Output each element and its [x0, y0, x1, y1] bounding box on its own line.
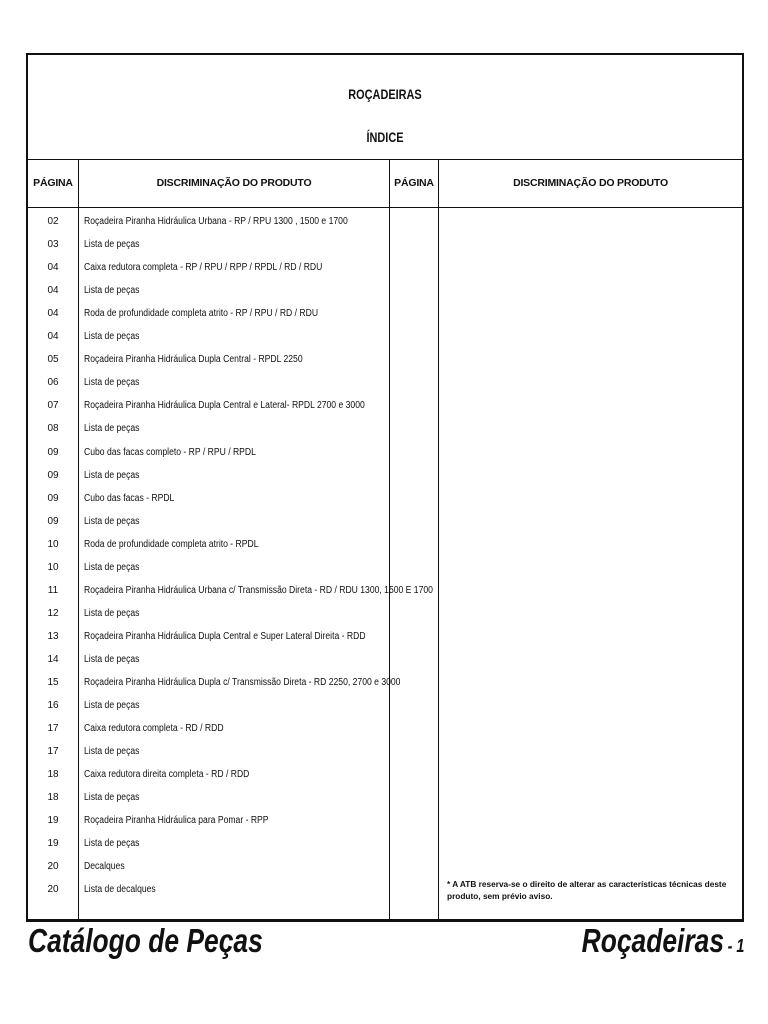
row-page-number: 04	[47, 308, 59, 320]
table-row	[28, 884, 388, 902]
row-description: Caixa redutora direita completa - RD / RDD	[84, 769, 250, 781]
table-row	[28, 470, 388, 488]
row-description: Roçadeira Piranha Hidráulica Dupla c/ Transmissão Direta - RD 2250, 2700 e 3000	[84, 677, 401, 688]
table-header	[28, 55, 742, 160]
index-table-frame	[26, 53, 744, 922]
table-row	[28, 493, 388, 511]
table-row	[28, 700, 388, 718]
footer-catalog-title: Catálogo de Peças	[28, 922, 263, 959]
row-page-number: 09	[47, 446, 59, 458]
table-row	[28, 354, 388, 372]
row-description: Cubo das facas - RPDL	[84, 492, 175, 504]
row-page-number: 12	[47, 607, 59, 619]
row-page-number: 17	[47, 723, 59, 735]
row-description: Roda de profundidade completa atrito - RPDL	[84, 538, 259, 550]
row-description: Lista de peças	[84, 469, 140, 481]
row-page-number: 13	[47, 630, 59, 642]
footer-section-title: Roçadeiras	[581, 922, 724, 959]
column-divider	[438, 159, 439, 919]
row-page-number: 06	[47, 377, 59, 389]
disclaimer-note: * A ATB reserva-se o direito de alterar as características técnicas deste produto, sem prévio aviso.	[447, 879, 727, 901]
row-page-number: 02	[47, 216, 59, 227]
row-description: Lista de peças	[84, 423, 140, 435]
row-description: Lista de peças	[84, 746, 140, 758]
table-row	[28, 584, 433, 603]
row-page-number: 20	[47, 861, 59, 873]
table-row	[28, 539, 388, 557]
footer-page-number: - 1	[727, 936, 744, 956]
table-row	[28, 377, 388, 395]
row-description: Lista de peças	[84, 377, 140, 389]
row-description: Roçadeira Piranha Hidráulica Dupla Central e Super Lateral Direita - RDD	[84, 630, 366, 642]
page-title: ROÇADEIRAS	[348, 86, 422, 102]
row-page-number: 18	[47, 769, 59, 781]
row-page-number: 10	[47, 538, 59, 550]
table-row	[28, 631, 388, 649]
table-row	[28, 769, 388, 787]
table-row	[28, 239, 388, 257]
table-row	[28, 262, 388, 280]
row-page-number: 09	[47, 515, 59, 527]
row-page-number: 04	[47, 331, 59, 343]
page-subtitle: ÍNDICE	[366, 129, 404, 145]
row-page-number: 19	[47, 815, 59, 827]
table-row	[28, 400, 388, 418]
row-description: Roçadeira Piranha Hidráulica Urbana c/ Transmissão Direta - RD / RDU 1300, 1500 E 1700	[84, 584, 433, 596]
row-description: Lista de peças	[84, 561, 140, 573]
table-row	[28, 331, 388, 349]
table-row	[28, 815, 388, 833]
row-page-number: 09	[47, 492, 59, 504]
table-row	[28, 723, 388, 741]
row-page-number: 07	[47, 400, 59, 412]
row-page-number: 03	[47, 239, 59, 251]
row-page-number: 18	[47, 792, 59, 804]
row-page-number: 15	[47, 677, 59, 688]
row-description: Roçadeira Piranha Hidráulica Dupla Central e Lateral- RPDL 2700 e 3000	[84, 400, 365, 412]
row-description: Lista de peças	[84, 653, 140, 665]
row-description: Caixa redutora completa - RP / RPU / RPP / RPDL / RD / RDU	[84, 262, 323, 274]
row-description: Lista de decalques	[84, 884, 156, 896]
row-description: Lista de peças	[84, 239, 140, 251]
row-page-number: 04	[47, 262, 59, 274]
row-description: Lista de peças	[84, 792, 140, 804]
table-row	[28, 516, 388, 534]
column-header-desc-right: DISCRIMINAÇÃO DO PRODUTO	[439, 159, 742, 208]
row-description: Lista de peças	[84, 607, 140, 619]
footer-section	[581, 922, 744, 960]
row-description: Lista de peças	[84, 331, 140, 343]
row-page-number: 17	[47, 746, 59, 758]
row-page-number: 09	[47, 469, 59, 481]
row-description: Roçadeira Piranha Hidráulica para Pomar - RPP	[84, 815, 269, 827]
row-page-number: 16	[47, 700, 59, 712]
table-row	[28, 308, 388, 326]
table-row	[28, 654, 388, 672]
column-header-page-left: PÁGINA	[28, 159, 78, 208]
table-row	[28, 216, 388, 234]
row-page-number: 11	[47, 584, 59, 596]
row-description: Lista de peças	[84, 838, 140, 850]
row-description: Decalques	[84, 861, 125, 873]
table-row	[28, 677, 401, 695]
column-header-desc-left: DISCRIMINAÇÃO DO PRODUTO	[79, 159, 389, 208]
column-header-page-right: PÁGINA	[390, 159, 438, 208]
row-description: Lista de peças	[84, 285, 140, 297]
row-page-number: 08	[47, 423, 59, 435]
table-row	[28, 838, 388, 856]
row-page-number: 20	[47, 884, 59, 896]
table-row	[28, 562, 388, 580]
table-row	[28, 746, 388, 764]
table-row	[28, 792, 388, 810]
row-page-number: 19	[47, 838, 59, 850]
row-description: Roçadeira Piranha Hidráulica Dupla Central - RPDL 2250	[84, 354, 303, 366]
row-page-number: 10	[47, 561, 59, 573]
row-description: Caixa redutora completa - RD / RDD	[84, 723, 224, 735]
row-description: Roda de profundidade completa atrito - RP / RPU / RD / RDU	[84, 308, 319, 320]
row-page-number: 14	[47, 653, 59, 665]
table-row	[28, 285, 388, 303]
row-description: Cubo das facas completo - RP / RPU / RPDL	[84, 446, 256, 458]
row-page-number: 05	[47, 354, 59, 366]
column-divider	[389, 159, 390, 919]
table-row	[28, 447, 388, 465]
table-row	[28, 608, 388, 626]
table-row	[28, 861, 388, 879]
row-description: Lista de peças	[84, 515, 140, 527]
row-page-number: 04	[47, 285, 59, 297]
row-description: Roçadeira Piranha Hidráulica Urbana - RP / RPU 1300 , 1500 e 1700	[84, 216, 348, 227]
table-row	[28, 423, 388, 441]
row-description: Lista de peças	[84, 700, 140, 712]
